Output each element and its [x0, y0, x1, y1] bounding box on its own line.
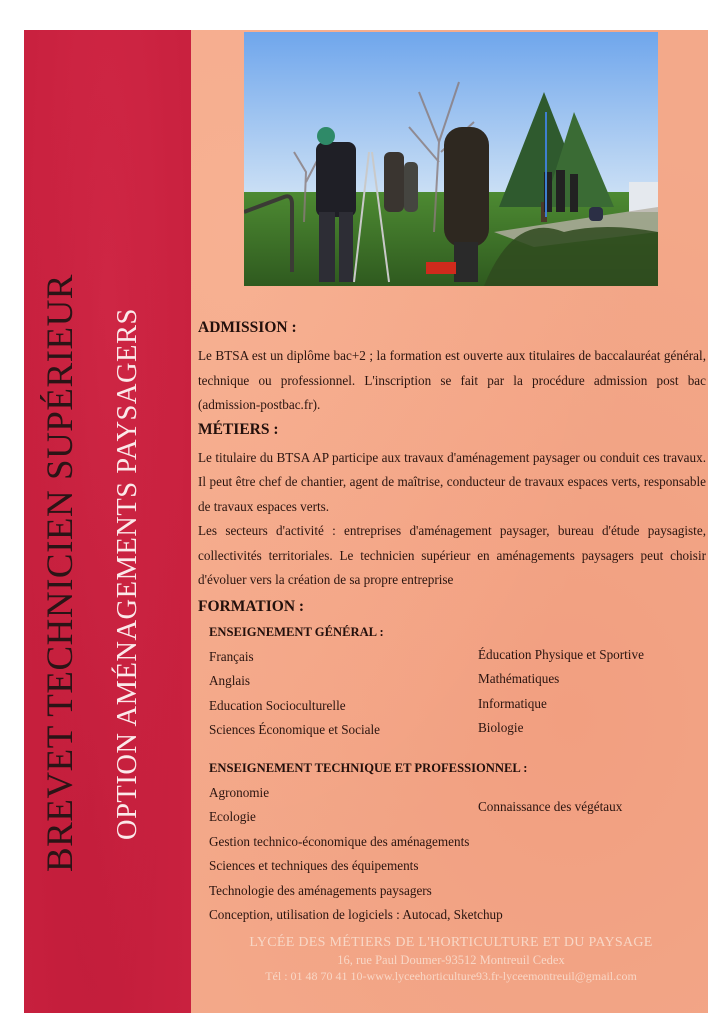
admission-section	[198, 318, 706, 418]
program-option-title: OPTION AMÉNAGEMENTS PAYSAGERS	[112, 308, 143, 840]
metiers-heading: MÉTIERS :	[198, 420, 279, 438]
subject-item: Biologie	[478, 720, 524, 735]
metiers-section	[198, 420, 706, 593]
subject-item: Education Socioculturelle	[209, 697, 346, 713]
admission-heading: ADMISSION :	[198, 319, 297, 336]
school-address: 16, rue Paul Doumer-93512 Montreuil Cedex	[337, 953, 565, 967]
technical-subjects	[209, 781, 706, 928]
subject-item: Éducation Physique et Sportive	[478, 646, 644, 662]
subject-item: Technologie des aménagements paysagers	[209, 882, 432, 898]
subject-item: Ecologie	[209, 809, 256, 824]
admission-text: Le BTSA est un diplôme bac+2 ; la formation est ouverte aux titulaires de baccalauréat général, technique ou professionnel. L'inscription se fait par la procédure admission post bac (admission-postbac.fr).	[198, 348, 706, 412]
general-subjects-right	[478, 643, 644, 741]
content-area	[198, 317, 706, 928]
subject-item: Mathématiques	[478, 671, 560, 686]
subject-item: Anglais	[209, 673, 251, 688]
subject-item: Sciences et techniques des équipements	[209, 858, 419, 873]
formation-heading: FORMATION :	[198, 597, 305, 615]
general-subjects-left	[209, 645, 380, 743]
school-name: LYCÉE DES MÉTIERS DE L'HORTICULTURE ET DU PAYSAGE	[249, 935, 653, 950]
general-teaching-heading: ENSEIGNEMENT GÉNÉRAL :	[209, 624, 384, 639]
program-title: BREVET TECHNICIEN SUPÉRIEUR	[40, 274, 81, 872]
formation-section	[198, 597, 706, 928]
students-surveying-photo	[244, 32, 658, 286]
subject-item: Informatique	[478, 695, 547, 711]
subject-item: Connaissance des végétaux	[478, 798, 623, 814]
sidebar-banner	[24, 30, 191, 1013]
metiers-paragraph: Le titulaire du BTSA AP participe aux travaux d'aménagement paysager ou conduit ces travaux. Il peut être chef de chantier, agent de maîtrise, conducteur de travaux espaces verts, responsable de travaux espaces verts.	[198, 449, 706, 514]
subject-item: Agronomie	[209, 784, 270, 800]
subject-item: Conception, utilisation de logiciels : Autocad, Sketchup	[209, 907, 503, 922]
flyer-page	[24, 30, 708, 1013]
subject-item: Gestion technico-économique des aménagements	[209, 833, 470, 849]
metiers-paragraph: Les secteurs d'activité : entreprises d'aménagement paysager, bureau d'étude paysagiste, collectivités territoriales. Le technicien supérieur en aménagements paysagers peut choisir d'évoluer vers la création de sa propre entreprise	[198, 523, 706, 587]
subject-item: Français	[209, 648, 254, 664]
general-subjects	[209, 645, 706, 745]
technical-teaching-heading: ENSEIGNEMENT TECHNIQUE ET PROFESSIONNEL :	[209, 760, 528, 775]
subject-item: Sciences Économique et Sociale	[209, 722, 381, 737]
school-contact: Tél : 01 48 70 41 10-www.lyceehorticulture93.fr-lyceemontreuil@gmail.com	[265, 969, 637, 983]
school-footer	[194, 934, 708, 984]
